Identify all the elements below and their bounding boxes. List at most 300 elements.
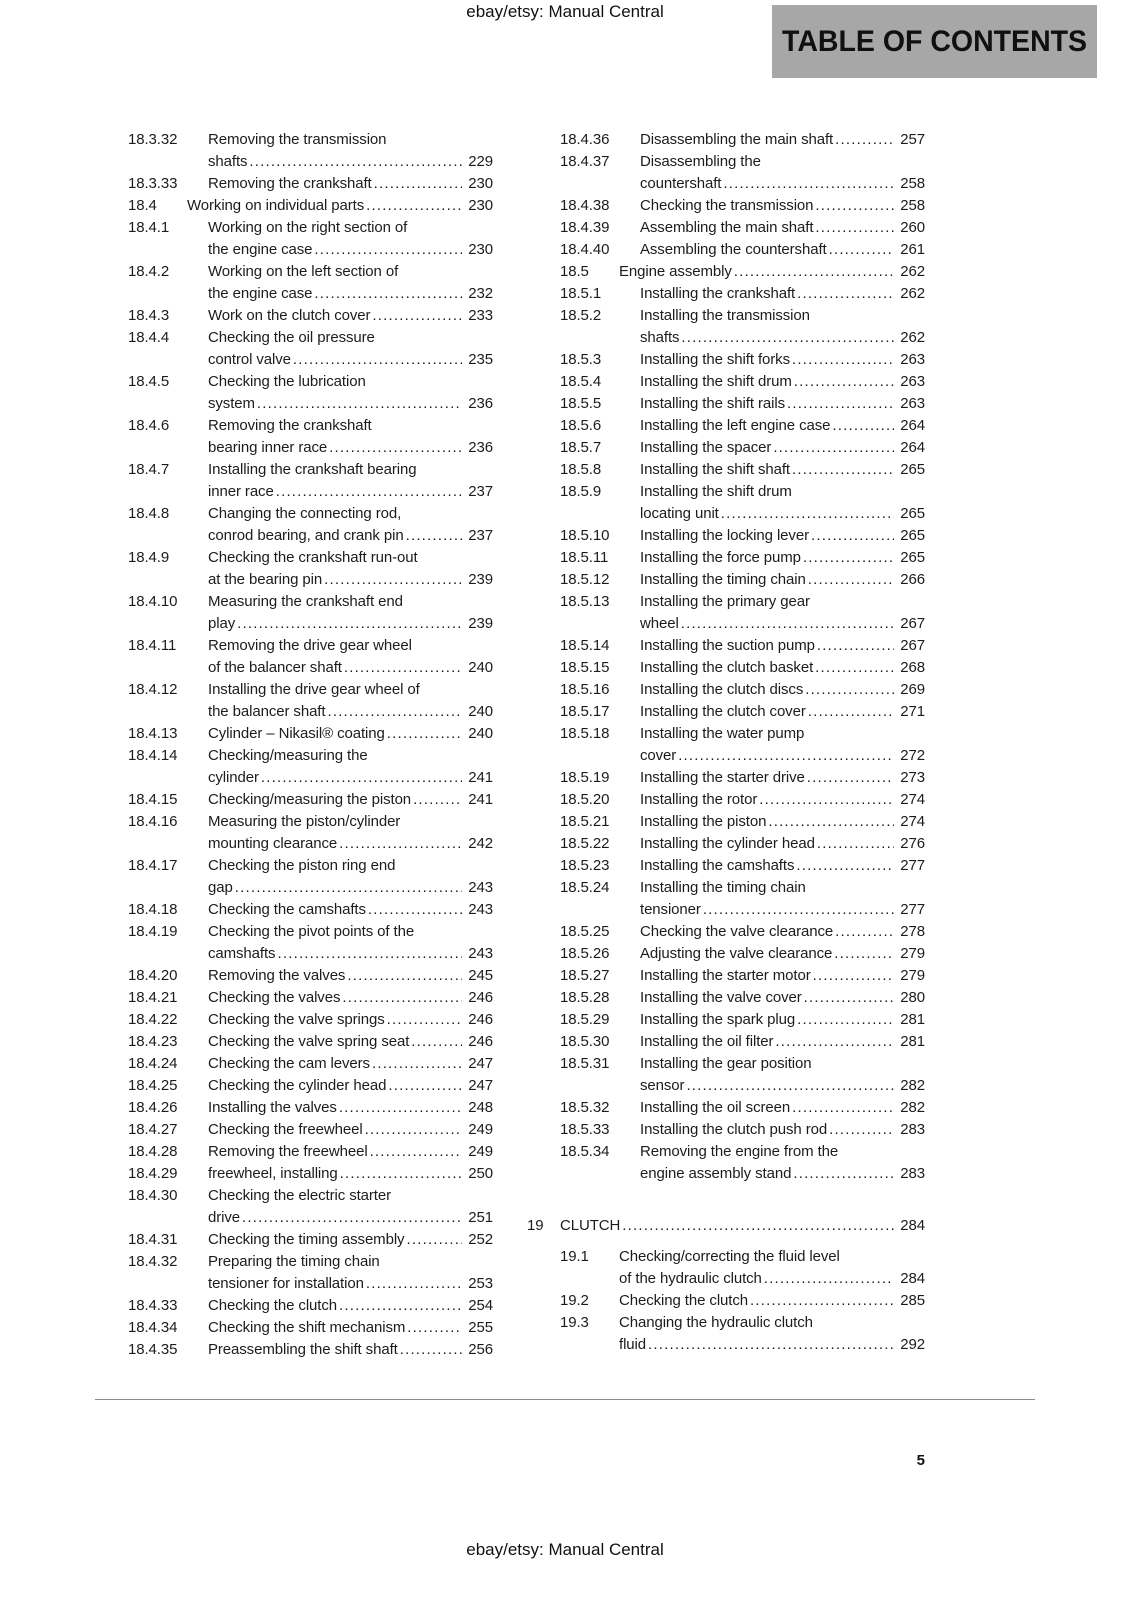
toc-entry-number: 18.4.31 [128, 1231, 178, 1248]
toc-entry [560, 767, 925, 789]
toc-entry [560, 1097, 925, 1119]
toc-entry [128, 899, 493, 921]
toc-entry-number: 18.4.13 [128, 725, 178, 742]
toc-entry-number: 18.5.30 [560, 1033, 610, 1050]
toc-entry-title-line: tensioner [640, 901, 701, 918]
toc-entry-number: 18.4.38 [560, 197, 610, 214]
toc-entry [128, 129, 493, 173]
toc-entry [128, 195, 493, 217]
toc-entry-title-line: Installing the water pump [640, 725, 805, 742]
toc-entry-page: 247 [468, 1077, 493, 1094]
toc-entry-page: 239 [468, 571, 493, 588]
toc-entry-title-line: control valve [208, 351, 291, 368]
toc-entry-title-line: Installing the shift drum [640, 373, 792, 390]
toc-entry-number: 18.5.14 [560, 637, 610, 654]
toc-entry-title-line: locating unit [640, 505, 719, 522]
toc-entry-number: 18.4.15 [128, 791, 178, 808]
dot-leader [787, 393, 894, 415]
toc-entry [128, 1009, 493, 1031]
toc-entry-number: 18.5.34 [560, 1143, 610, 1160]
toc-entry-page: 263 [900, 395, 925, 412]
toc-entry-page: 280 [900, 989, 925, 1006]
toc-entry-title-line: drive [208, 1209, 241, 1226]
toc-entry-number: 18.4.23 [128, 1033, 178, 1050]
toc-entry-title-line: Checking/correcting the fluid level [619, 1248, 840, 1265]
toc-entry [128, 305, 493, 327]
toc-entry-number: 18.5.31 [560, 1055, 610, 1072]
toc-entry-title-line: Installing the clutch cover [640, 703, 806, 720]
toc-entry-title-line: freewheel, installing [208, 1165, 338, 1182]
toc-entry-title-line: Checking the valve clearance [640, 923, 834, 940]
toc-entry-title-line: Measuring the piston/cylinder [208, 813, 401, 830]
toc-entry-number: 18.5.5 [560, 395, 602, 412]
toc-entry-number: 18.5.8 [560, 461, 602, 478]
toc-entry-number: 18.5.1 [560, 285, 602, 302]
dot-leader [237, 613, 462, 635]
toc-entry-title-line: Work on the clutch cover [208, 307, 371, 324]
toc-entry-page: 251 [468, 1209, 493, 1226]
toc-entry-page: 250 [468, 1165, 493, 1182]
toc-entry-page: 246 [468, 989, 493, 1006]
toc-entry-number: 18.5.18 [560, 725, 610, 742]
toc-entry-title-line: Checking the oil pressure [208, 329, 375, 346]
toc-entry [560, 1031, 925, 1053]
toc-entry-title-line: Checking the transmission [640, 197, 814, 214]
toc-entry-title-line: at the bearing pin [208, 571, 323, 588]
toc-entry-page: 267 [900, 637, 925, 654]
toc-entry [560, 305, 925, 349]
toc-entry-title-line: Installing the locking lever [640, 527, 809, 544]
toc-entry [128, 371, 493, 415]
toc-entry-title-line: Installing the shift drum [640, 483, 792, 500]
toc-entry-title-line: Engine assembly [619, 263, 732, 280]
toc-column-right [527, 129, 925, 1356]
dot-leader [339, 1097, 462, 1119]
dot-leader [257, 393, 462, 415]
toc-entry-number: 18.4.36 [560, 131, 610, 148]
dot-leader [773, 437, 894, 459]
toc-entry [128, 679, 493, 723]
toc-entry-number: 18.4.30 [128, 1187, 178, 1204]
toc-entry-number: 18.5.4 [560, 373, 602, 390]
toc-entry [560, 129, 925, 151]
toc-entry-number: 18.4.5 [128, 373, 170, 390]
dot-leader [678, 745, 894, 767]
toc-entry [560, 349, 925, 371]
toc-entry-page: 283 [900, 1121, 925, 1138]
toc-entry-page: 248 [468, 1099, 493, 1116]
toc-entry-page: 271 [900, 703, 925, 720]
toc-entry-page: 257 [900, 131, 925, 148]
toc-entry [128, 217, 493, 261]
toc-entry-page: 284 [900, 1270, 925, 1287]
toc-entry [560, 547, 925, 569]
toc-entry [560, 1119, 925, 1141]
toc-entry [560, 217, 925, 239]
toc-entry [560, 679, 925, 701]
dot-leader [817, 635, 894, 657]
toc-entry [560, 833, 925, 855]
dot-leader [703, 899, 894, 921]
toc-entry-number: 18.4.20 [128, 967, 178, 984]
toc-entry-number: 18.4 [128, 197, 157, 214]
toc-entry-title-line: Disassembling the main shaft [640, 131, 834, 148]
dot-leader [347, 965, 462, 987]
dot-leader [768, 811, 894, 833]
dot-leader [622, 1215, 894, 1237]
toc-entry-page: 262 [900, 285, 925, 302]
toc-entry-page: 284 [900, 1217, 925, 1234]
toc-entry [560, 151, 925, 195]
toc-entry-title-line: Installing the crankshaft bearing [208, 461, 417, 478]
dot-leader [797, 283, 894, 305]
dot-leader [805, 679, 894, 701]
toc-entry-title-line: Removing the transmission [208, 131, 387, 148]
toc-entry-title-line: wheel [640, 615, 679, 632]
dot-leader [829, 1119, 894, 1141]
dot-leader [413, 789, 462, 811]
toc-entry-page: 258 [900, 175, 925, 192]
toc-entry [560, 525, 925, 547]
dot-leader [370, 1141, 462, 1163]
toc-entry-title-line: Assembling the countershaft [640, 241, 827, 258]
toc-entry-title-line: Checking the piston ring end [208, 857, 396, 874]
toc-entry-title-line: Assembling the main shaft [640, 219, 814, 236]
toc-entry [560, 459, 925, 481]
toc-entry-title-line: Disassembling the [640, 153, 761, 170]
toc-entry-number: 18.4.7 [128, 461, 170, 478]
top-watermark: ebay/etsy: Manual Central [466, 2, 664, 21]
toc-entry-title-line: Changing the hydraulic clutch [619, 1314, 813, 1331]
toc-entry-page: 258 [900, 197, 925, 214]
toc-entry [560, 965, 925, 987]
toc-entry-number: 18.4.35 [128, 1341, 178, 1358]
toc-entry-page: 239 [468, 615, 493, 632]
toc-entry-page: 240 [468, 659, 493, 676]
toc-entry [128, 1339, 493, 1361]
toc-entry-title-line: Adjusting the valve clearance [640, 945, 833, 962]
toc-entry-page: 265 [900, 505, 925, 522]
dot-leader [835, 129, 894, 151]
toc-entry-page: 277 [900, 901, 925, 918]
toc-entry-number: 18.4.12 [128, 681, 178, 698]
toc-entry-number: 18.5.12 [560, 571, 610, 588]
dot-leader [314, 283, 462, 305]
toc-entry-page: 240 [468, 725, 493, 742]
dot-leader [365, 1119, 462, 1141]
toc-entry-page: 282 [900, 1099, 925, 1116]
toc-entry-number: 19 [527, 1217, 544, 1234]
toc-entry-title-line: Installing the timing chain [640, 571, 806, 588]
toc-entry-title-line: cover [640, 747, 677, 764]
toc-entry-number: 18.4.6 [128, 417, 170, 434]
toc-entry [560, 569, 925, 591]
dot-leader [681, 613, 894, 635]
toc-entry [128, 503, 493, 547]
toc-entry-number: 18.5.32 [560, 1099, 610, 1116]
toc-entry-page: 277 [900, 857, 925, 874]
toc-entry-title-line: Installing the force pump [640, 549, 801, 566]
dot-leader [406, 1229, 462, 1251]
toc-entry [560, 987, 925, 1009]
toc-entry-title-line: Checking the electric starter [208, 1187, 392, 1204]
toc-entry-number: 19.2 [560, 1292, 589, 1309]
toc-entry-title-line: Removing the crankshaft [208, 417, 372, 434]
toc-entry-page: 241 [468, 791, 493, 808]
toc-entry-title-line: Installing the crankshaft [640, 285, 796, 302]
toc-entry-number: 18.4.8 [128, 505, 170, 522]
toc-entry-title-line: Installing the gear position [640, 1055, 812, 1072]
toc-entry-title-line: Removing the valves [208, 967, 346, 984]
toc-entry-title-line: inner race [208, 483, 274, 500]
toc-entry-number: 18.5.3 [560, 351, 602, 368]
toc-entry-title-line: Working on the left section of [208, 263, 399, 280]
toc-entry-number: 18.5.17 [560, 703, 610, 720]
dot-leader [807, 767, 894, 789]
toc-entry-page: 278 [900, 923, 925, 940]
toc-entry-title-line: fluid [619, 1336, 647, 1353]
toc-entry-page: 236 [468, 439, 493, 456]
toc-entry-title-line: Installing the timing chain [640, 879, 806, 896]
bottom-watermark: ebay/etsy: Manual Central [466, 1540, 664, 1559]
toc-entry [560, 415, 925, 437]
dot-leader [366, 195, 462, 217]
dot-leader [759, 789, 894, 811]
dot-leader [342, 987, 462, 1009]
toc-entry [560, 921, 925, 943]
toc-entry [560, 635, 925, 657]
toc-entry-page: 261 [900, 241, 925, 258]
page-number: 5 [916, 1452, 925, 1469]
toc-entry [128, 1295, 493, 1317]
toc-entry-title-line: of the hydraulic clutch [619, 1270, 762, 1287]
toc-entry [128, 723, 493, 745]
toc-entry-number: 18.5.20 [560, 791, 610, 808]
toc-entry [128, 987, 493, 1009]
toc-entry-title-line: engine assembly stand [640, 1165, 792, 1182]
toc-entry [128, 1075, 493, 1097]
toc-entry-number: 18.5.13 [560, 593, 610, 610]
toc-entry-number: 18.4.27 [128, 1121, 178, 1138]
dot-leader [817, 833, 894, 855]
toc-entry-page: 263 [900, 351, 925, 368]
dot-leader [400, 1339, 462, 1361]
toc-entry-page: 260 [900, 219, 925, 236]
dot-leader [813, 965, 894, 987]
toc-entry-title-line: Checking the pivot points of the [208, 923, 415, 940]
toc-entry-title-line: Checking the camshafts [208, 901, 366, 918]
toc-entry-title-line: Checking the valve spring seat [208, 1033, 410, 1050]
toc-entry-title-line: Installing the rotor [640, 791, 758, 808]
toc-entry-number: 19.1 [560, 1248, 589, 1265]
dot-leader [407, 1317, 462, 1339]
toc-entry-page: 249 [468, 1121, 493, 1138]
toc-entry-title-line: Installing the clutch basket [640, 659, 814, 676]
toc-entry-page: 265 [900, 527, 925, 544]
toc-entry-number: 18.4.18 [128, 901, 178, 918]
toc-entry-page: 273 [900, 769, 925, 786]
toc-entry [128, 261, 493, 305]
toc-entry-number: 18.5.9 [560, 483, 602, 500]
toc-entry-page: 279 [900, 945, 925, 962]
toc-entry [560, 283, 925, 305]
toc-entry-title-line: Installing the shift shaft [640, 461, 790, 478]
toc-entry-page: 232 [468, 285, 493, 302]
toc-entry-title-line: Installing the camshafts [640, 857, 795, 874]
toc-entry [560, 877, 925, 921]
dot-leader [681, 327, 894, 349]
toc-entry-title-line: Removing the crankshaft [208, 175, 372, 192]
toc-entry-number: 18.5.11 [560, 549, 609, 566]
toc-entry-title-line: mounting clearance [208, 835, 338, 852]
toc-entry [560, 371, 925, 393]
dot-leader [775, 1031, 894, 1053]
toc-entry-title-line: Checking/measuring the [208, 747, 368, 764]
toc-entry-page: 269 [900, 681, 925, 698]
toc-entry-title-line: Installing the oil screen [640, 1099, 791, 1116]
toc-entry-number: 18.4.1 [128, 219, 170, 236]
toc-entry [128, 855, 493, 899]
toc-entry-number: 18.4.4 [128, 329, 170, 346]
dot-leader [815, 195, 894, 217]
toc-entry-number: 18.5.2 [560, 307, 602, 324]
toc-entry [128, 1317, 493, 1339]
toc-entry-title-line: cylinder [208, 769, 259, 786]
dot-leader [374, 173, 462, 195]
toc-entry-title-line: Removing the engine from the [640, 1143, 839, 1160]
toc-entry-title-line: gap [208, 879, 233, 896]
toc-entry-title-line: of the balancer shaft [208, 659, 342, 676]
toc-entry-number: 18.3.33 [128, 175, 178, 192]
toc-entry-title-line: Installing the suction pump [640, 637, 815, 654]
toc-entry-number: 18.5.15 [560, 659, 610, 676]
dot-leader [235, 877, 462, 899]
toc-entry-title-line: bearing inner race [208, 439, 328, 456]
toc-entry-number: 18.4.21 [128, 989, 178, 1006]
toc-entry-number: 18.4.28 [128, 1143, 178, 1160]
toc-entry [560, 1290, 925, 1312]
dot-leader [811, 525, 894, 547]
toc-entry-title-line: shafts [640, 329, 680, 346]
toc-entry [527, 1215, 925, 1237]
toc-entry-page: 262 [900, 329, 925, 346]
toc-entry-number: 18.4.22 [128, 1011, 178, 1028]
toc-entry-title-line: Installing the valve cover [640, 989, 802, 1006]
toc-entry-title-line: Installing the starter drive [640, 769, 805, 786]
dot-leader [734, 261, 894, 283]
dot-leader [340, 1163, 462, 1185]
toc-entry-title-line: Checking the cylinder head [208, 1077, 387, 1094]
toc-entry-number: 18.4.40 [560, 241, 610, 258]
toc-entry-number: 18.5 [560, 263, 589, 280]
toc-entry [128, 811, 493, 855]
dot-leader [387, 1009, 462, 1031]
toc-entry-title-line: Installing the shift forks [640, 351, 790, 368]
toc-entry-page: 252 [468, 1231, 493, 1248]
toc-entry [128, 1185, 493, 1229]
dot-leader [406, 525, 462, 547]
toc-entry-page: 292 [900, 1336, 925, 1353]
toc-entry-number: 18.4.37 [560, 153, 610, 170]
toc-entry [560, 943, 925, 965]
toc-entry [128, 547, 493, 591]
toc-entry-title-line: Removing the drive gear wheel [208, 637, 412, 654]
toc-entry-title-line: Installing the cylinder head [640, 835, 815, 852]
toc-entry-page: 255 [468, 1319, 493, 1336]
toc-entry [128, 1053, 493, 1075]
dot-leader [815, 657, 894, 679]
toc-entry-title-line: Checking the freewheel [208, 1121, 363, 1138]
toc-entry-page: 236 [468, 395, 493, 412]
dot-leader [808, 569, 894, 591]
toc-entry [128, 173, 493, 195]
toc-entry [560, 591, 925, 635]
toc-entry-number: 18.5.19 [560, 769, 610, 786]
toc-entry-page: 233 [468, 307, 493, 324]
toc-entry-title-line: Installing the drive gear wheel of [208, 681, 420, 698]
toc-entry-title-line: tensioner for installation [208, 1275, 364, 1292]
toc-entry-page: 229 [468, 153, 493, 170]
toc-entry [560, 723, 925, 767]
toc-entry-page: 242 [468, 835, 493, 852]
toc-entry-page: 243 [468, 901, 493, 918]
toc-entry-number: 18.4.29 [128, 1165, 178, 1182]
dot-leader [792, 349, 894, 371]
toc-entry-number: 18.4.26 [128, 1099, 178, 1116]
toc-entry-page: 274 [900, 813, 925, 830]
toc-entry-page: 272 [900, 747, 925, 764]
dot-leader [686, 1075, 894, 1097]
toc-entry-title-line: Installing the shift rails [640, 395, 785, 412]
toc-entry-title-line: Installing the transmission [640, 307, 810, 324]
toc-entry-title-line: Checking the valves [208, 989, 341, 1006]
dot-leader [293, 349, 462, 371]
toc-entry-number: 18.5.23 [560, 857, 610, 874]
toc-entry [560, 393, 925, 415]
toc-entry [128, 1119, 493, 1141]
toc-entry-title-line: Installing the primary gear [640, 593, 810, 610]
toc-entry [560, 811, 925, 833]
toc-entry-number: 18.5.27 [560, 967, 610, 984]
toc-entry-title-line: Installing the oil filter [640, 1033, 774, 1050]
toc-entry-title-line: system [208, 395, 255, 412]
toc-entry-number: 18.5.26 [560, 945, 610, 962]
toc-entry-number: 18.5.28 [560, 989, 610, 1006]
toc-entry [560, 701, 925, 723]
toc-entry-page: 241 [468, 769, 493, 786]
toc [95, 129, 925, 1361]
toc-entry [560, 1312, 925, 1356]
toc-entry-page: 249 [468, 1143, 493, 1160]
toc-column-left [95, 129, 493, 1361]
toc-entry-number: 18.4.34 [128, 1319, 178, 1336]
toc-entry-number: 18.3.32 [128, 131, 178, 148]
toc-entry-title-line: Cylinder – Nikasil® coating [208, 725, 385, 742]
toc-entry-number: 18.5.21 [560, 813, 610, 830]
dot-leader [339, 1295, 462, 1317]
toc-entry-title-line: Working on individual parts [187, 197, 365, 214]
toc-entry-number: 18.5.16 [560, 681, 610, 698]
toc-entry [128, 1031, 493, 1053]
toc-entry [128, 591, 493, 635]
footer-divider [95, 1399, 1035, 1400]
toc-entry-title-line: Checking the clutch [208, 1297, 338, 1314]
toc-entry [560, 1009, 925, 1031]
toc-entry-number: 18.5.24 [560, 879, 610, 896]
toc-entry-number: 18.4.33 [128, 1297, 178, 1314]
toc-entry-number: 18.5.25 [560, 923, 610, 940]
toc-entry-title-line: Installing the clutch discs [640, 681, 804, 698]
